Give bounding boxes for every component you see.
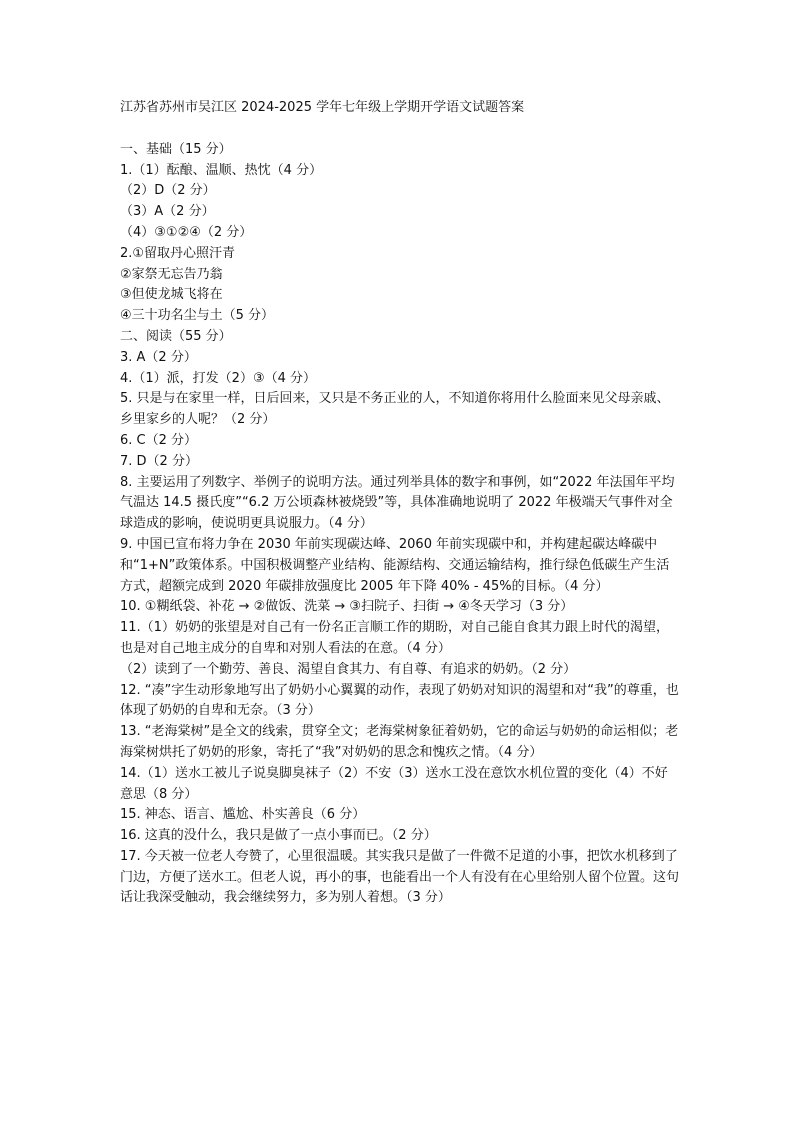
document-title: 江苏省苏州市吴江区 2024-2025 学年七年级上学期开学语文试题答案 <box>120 100 525 115</box>
answer-line: ③但使龙城飞将在 <box>120 287 223 303</box>
answer-line: 一、基础（15 分） <box>120 141 232 157</box>
answer-line: 6. C（2 分） <box>120 432 198 448</box>
answer-line: （3）A（2 分） <box>120 204 215 220</box>
answer-line: 16. 这真的没什么，我只是做了一点小事而已。（2 分） <box>120 828 437 844</box>
answer-line: 17. 今天被一位老人夸赞了，心里很温暖。其实我只是做了一件微不足道的小事，把饮水机移到了门边，方便了送水工。但老人说，再小的事，也能看出一个人有没有在心里给别人留个位置。这句话让我深受触动，我会继续努力，多为别人着想。（3 分） <box>120 848 680 906</box>
answer-line: 14.（1）送水工被儿子说臭脚臭袜子（2）不安（3）送水工没在意饮水机位置的变化（4）不好意思（8 分） <box>120 765 668 802</box>
answer-line: 8. 主要运用了列数字、举例子的说明方法。通过列举具体的数字和事例，如“2022 年法国年平均气温达 14.5 摄氏度”“6.2 万公顷森林被烧毁”等，具体准确地说明了 2022 年极端天气事件对全球造成的影响，使说明更具说服力。（4 分） <box>120 474 675 532</box>
answer-line: 二、阅读（55 分） <box>120 328 232 344</box>
answer-line: 10. ①糊纸袋、补花 → ②做饭、洗菜 → ③扫院子、扫街 → ④冬天学习（3 分） <box>120 599 574 615</box>
answer-line: 15. 神态、语言、尴尬、朴实善良（6 分） <box>120 807 366 823</box>
answer-line: 1.（1）酝酿、温顺、热忱（4 分） <box>120 162 323 178</box>
answer-line: 11.（1）奶奶的张望是对自己有一份名正言顺工作的期盼，对自己能自食其力跟上时代的渴望，也是对自己地主成分的自卑和对别人看法的在意。（4 分） <box>120 620 669 656</box>
answer-line: 13. “老海棠树”是全文的线索，贯穿全文；老海棠树象征着奶奶，它的命运与奶奶的命运相似；老海棠树烘托了奶奶的形象，寄托了“我”对奶奶的思念和愧疚之情。（4 分） <box>120 724 679 760</box>
answer-line: 4.（1）派，打发（2）③（4 分） <box>120 370 317 386</box>
answer-line: （2）D（2 分） <box>120 183 216 199</box>
answer-line: 2.①留取丹心照汗青 <box>120 245 236 261</box>
answer-line: ④三十功名尘与土（5 分） <box>120 308 275 324</box>
answer-line: 12. “凑”字生动形象地写出了奶奶小心翼翼的动作，表现了奶奶对知识的渴望和对“我”的尊重，也体现了奶奶的自卑和无奈。（3 分） <box>120 682 679 719</box>
answer-line: （2）读到了一个勤劳、善良、渴望自食其力、有自尊、有追求的奶奶。（2 分） <box>120 661 577 677</box>
answer-document <box>120 98 680 909</box>
answer-lines <box>120 140 680 909</box>
answer-line: （4）③①②④（2 分） <box>120 224 253 240</box>
answer-line: 9. 中国已宣布将力争在 2030 年前实现碳达峰、2060 年前实现碳中和，并构建起碳达峰碳中和“1+N”政策体系。中国积极调整产业结构、能源结构、交通运输结构，推行绿色低碳生产生活方式，超额完成到 2020 年碳排放强度比 2005 年下降 40% - 45%的目标。（4 分） <box>120 536 670 594</box>
answer-line: 5. 只是与在家里一样，日后回来，又只是不务正业的人，不知道你将用什么脸面来见父母亲戚、乡里家乡的人呢？（2 分） <box>120 391 670 428</box>
answer-line: 3. A（2 分） <box>120 349 197 365</box>
answer-line: ②家祭无忘告乃翁 <box>120 266 223 282</box>
answer-line: 7. D（2 分） <box>120 453 198 469</box>
